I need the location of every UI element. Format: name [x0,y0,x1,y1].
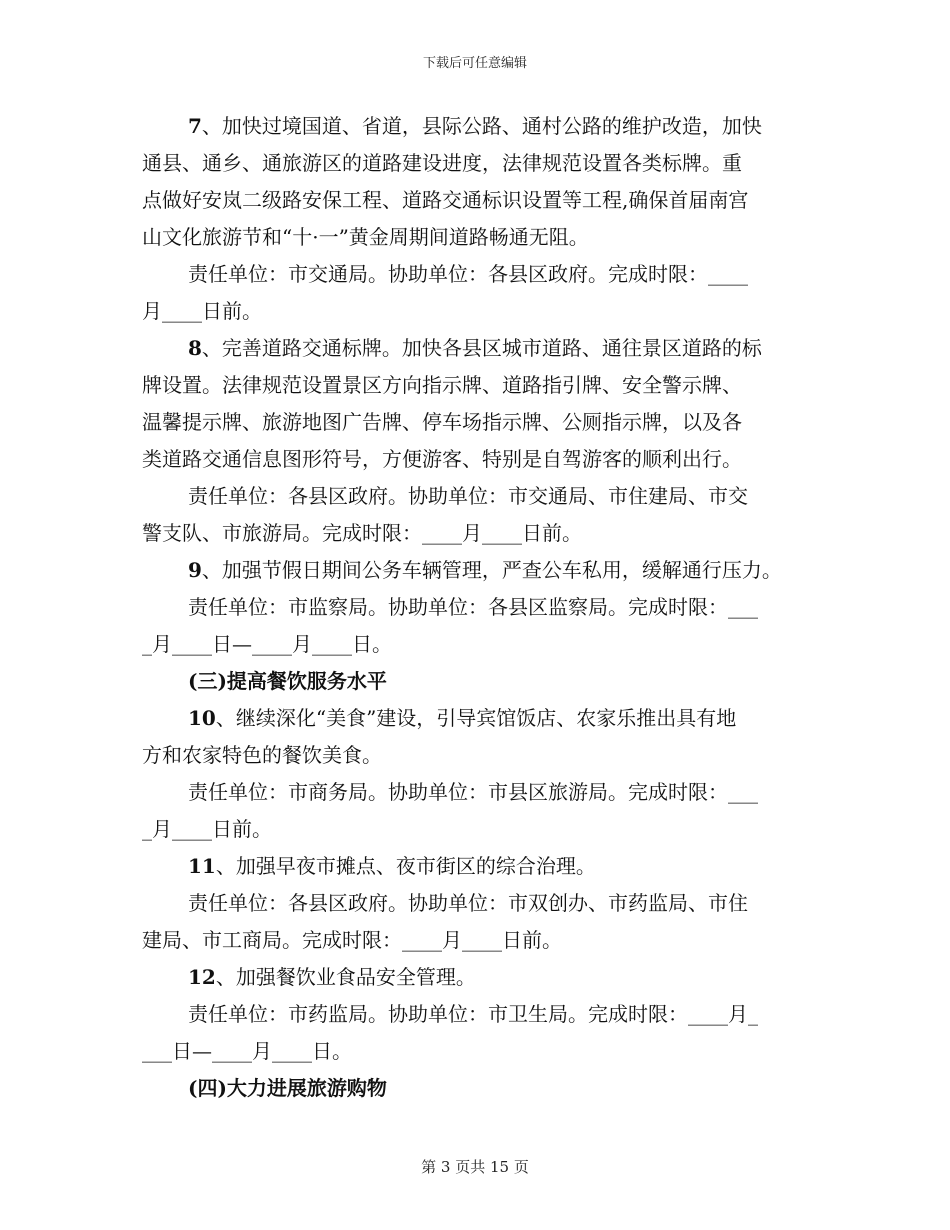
paragraph-line: 牌设置。法律规范设置景区方向指示牌、道路指引牌、安全警示牌、 [142,373,742,397]
item-number: 11 [188,854,216,878]
responsibility-line: 责任单位：各县区政府。协助单位：市交通局、市住建局、市交 [188,484,748,508]
paragraph-line: 9、加强节假日期间公务车辆管理，严查公车私用，缓解通行压力。 [188,558,782,582]
responsibility-line: 责任单位：各县区政府。协助单位：市双创办、市药监局、市住 [188,891,748,915]
paragraph-line: _月____日—____月____日。 [142,632,392,656]
paragraph-line: 7、加快过境国道、省道，县际公路、通村公路的维护改造，加快 [188,114,762,138]
paragraph-line: 月____日前。 [142,299,262,323]
page-header: 下载后可任意编辑 [422,56,527,71]
paragraph-line: 11、加强早夜市摊点、夜市街区的综合治理。 [188,854,596,878]
paragraph-line: 警支队、市旅游局。完成时限：____月____日前。 [142,521,582,545]
paragraph-line: 山文化旅游节和“十·一”黄金周期间道路畅通无阻。 [142,225,589,249]
paragraph-line: 方和农家特色的餐饮美食。 [142,743,382,767]
paragraph-line: 点做好安岚二级路安保工程、道路交通标识设置等工程,确保首届南宫 [142,188,749,212]
paragraph-line: 10、继续深化“美食”建设，引导宾馆饭店、农家乐推出具有地 [188,706,737,730]
responsibility-line: 责任单位：市交通局。协助单位：各县区政府。完成时限：____ [188,262,748,286]
item-number: 12 [188,965,216,989]
paragraph-line: ___日—____月____日。 [142,1039,352,1063]
paragraph-line: 建局、市工商局。完成时限：____月____日前。 [142,928,562,952]
item-number: 9 [188,558,202,582]
paragraph-line: 温馨提示牌、旅游地图广告牌、停车场指示牌、公厕指示牌，以及各 [142,410,742,434]
item-number: 7 [188,114,202,138]
section-heading: (四)大力进展旅游购物 [188,1076,387,1100]
document-body [142,108,808,1107]
responsibility-line: 责任单位：市监察局。协助单位：各县区监察局。完成时限：___ [188,595,758,619]
page-footer: 第 3 页共 15 页 [421,1158,529,1176]
paragraph-line: 类道路交通信息图形符号，方便游客、特别是自驾游客的顺利出行。 [142,447,742,471]
paragraph-line: _月____日前。 [142,817,272,841]
paragraph-line: 通县、通乡、通旅游区的道路建设进度，法律规范设置各类标牌。重 [142,151,742,175]
item-number: 8 [188,336,202,360]
paragraph-line: 8、完善道路交通标牌。加快各县区城市道路、通往景区道路的标 [188,336,762,360]
responsibility-line: 责任单位：市商务局。协助单位：市县区旅游局。完成时限：___ [188,780,758,804]
section-heading: (三)提高餐饮服务水平 [188,669,387,693]
item-number: 10 [188,706,216,730]
paragraph-line: 12、加强餐饮业食品安全管理。 [188,965,476,989]
responsibility-line: 责任单位：市药监局。协助单位：市卫生局。完成时限：____月_ [188,1002,758,1026]
